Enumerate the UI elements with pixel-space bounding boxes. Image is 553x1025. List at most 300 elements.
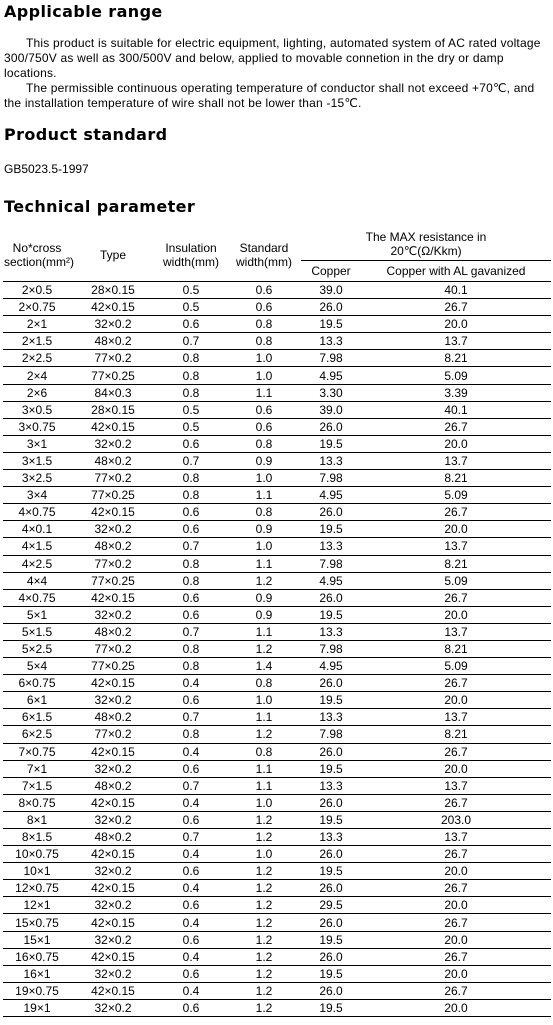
cell-type: 32×0.2 [71, 965, 155, 982]
cell-type: 32×0.2 [71, 999, 155, 1016]
cell-insulation: 0.4 [155, 675, 227, 692]
table-row [3, 504, 551, 521]
cell-copper: 13.3 [301, 777, 361, 794]
cell-copper: 19.5 [301, 931, 361, 948]
cell-type: 42×0.15 [71, 846, 155, 863]
cell-insulation: 0.7 [155, 829, 227, 846]
cell-copper-al: 26.7 [361, 418, 551, 435]
cell-type: 42×0.15 [71, 299, 155, 316]
cell-standard: 1.2 [227, 931, 301, 948]
cell-copper-al: 20.0 [361, 435, 551, 452]
cell-insulation: 0.4 [155, 948, 227, 965]
cell-standard: 0.6 [227, 282, 301, 299]
cell-cross-section: 2×4 [3, 367, 71, 384]
table-row [3, 521, 551, 538]
cell-insulation: 0.6 [155, 931, 227, 948]
cell-copper-al: 20.0 [361, 692, 551, 709]
cell-cross-section: 4×0.1 [3, 521, 71, 538]
cell-cross-section: 8×1.5 [3, 829, 71, 846]
table-row [3, 299, 551, 316]
cell-insulation: 0.6 [155, 606, 227, 623]
cell-cross-section: 16×1 [3, 965, 71, 982]
cell-type: 42×0.15 [71, 914, 155, 931]
cell-copper: 13.3 [301, 829, 361, 846]
cell-standard: 1.1 [227, 760, 301, 777]
cell-type: 42×0.15 [71, 589, 155, 606]
cell-copper-al: 20.0 [361, 965, 551, 982]
cell-cross-section: 4×2.5 [3, 555, 71, 572]
table-row [3, 675, 551, 692]
table-row [3, 452, 551, 469]
table-row [3, 863, 551, 880]
header-insulation-width: Insulation width(mm) [155, 228, 227, 282]
cell-copper: 4.95 [301, 487, 361, 504]
cell-standard: 1.2 [227, 811, 301, 828]
table-row [3, 572, 551, 589]
cell-cross-section: 15×0.75 [3, 914, 71, 931]
cell-standard: 1.0 [227, 846, 301, 863]
table-row [3, 846, 551, 863]
cell-standard: 0.8 [227, 504, 301, 521]
cell-copper: 26.0 [301, 982, 361, 999]
cell-cross-section: 16×0.75 [3, 948, 71, 965]
cell-type: 84×0.3 [71, 384, 155, 401]
table-row [3, 692, 551, 709]
cell-cross-section: 7×0.75 [3, 743, 71, 760]
cell-type: 32×0.2 [71, 931, 155, 948]
cell-copper: 13.3 [301, 709, 361, 726]
cell-insulation: 0.6 [155, 316, 227, 333]
cell-copper-al: 5.09 [361, 367, 551, 384]
table-row [3, 623, 551, 640]
cell-standard: 1.2 [227, 965, 301, 982]
applicable-range-text [4, 36, 552, 111]
cell-cross-section: 2×2.5 [3, 350, 71, 367]
cell-insulation: 0.7 [155, 623, 227, 640]
cell-cross-section: 2×6 [3, 384, 71, 401]
cell-insulation: 0.4 [155, 794, 227, 811]
cell-copper-al: 40.1 [361, 401, 551, 418]
table-body [3, 282, 551, 1017]
cell-standard: 1.2 [227, 863, 301, 880]
cell-copper-al: 13.7 [361, 333, 551, 350]
header-max-resistance: The MAX resistance in 20℃(Ω/Kkm) [301, 228, 551, 261]
cell-copper: 26.0 [301, 948, 361, 965]
cell-type: 32×0.2 [71, 692, 155, 709]
cell-cross-section: 5×1.5 [3, 623, 71, 640]
cell-copper-al: 26.7 [361, 846, 551, 863]
cell-cross-section: 15×1 [3, 931, 71, 948]
table-row [3, 367, 551, 384]
cell-copper-al: 20.0 [361, 760, 551, 777]
cell-copper: 4.95 [301, 658, 361, 675]
cell-insulation: 0.6 [155, 811, 227, 828]
cell-insulation: 0.6 [155, 965, 227, 982]
cell-copper-al: 8.21 [361, 470, 551, 487]
cell-copper-al: 8.21 [361, 555, 551, 572]
cell-type: 42×0.15 [71, 982, 155, 999]
cell-type: 77×0.25 [71, 658, 155, 675]
cell-insulation: 0.6 [155, 589, 227, 606]
cell-copper-al: 26.7 [361, 794, 551, 811]
cell-copper-al: 13.7 [361, 777, 551, 794]
table-row [3, 743, 551, 760]
table-row [3, 470, 551, 487]
cell-copper-al: 8.21 [361, 726, 551, 743]
cell-cross-section: 12×1 [3, 897, 71, 914]
cell-copper-al: 5.09 [361, 487, 551, 504]
cell-cross-section: 4×0.75 [3, 589, 71, 606]
cell-copper-al: 26.7 [361, 914, 551, 931]
cell-insulation: 0.6 [155, 760, 227, 777]
cell-standard: 1.2 [227, 982, 301, 999]
cell-standard: 0.8 [227, 316, 301, 333]
table-row [3, 999, 551, 1016]
cell-type: 32×0.2 [71, 316, 155, 333]
cell-copper: 26.0 [301, 299, 361, 316]
cell-copper-al: 20.0 [361, 316, 551, 333]
table-row [3, 555, 551, 572]
header-standard-width: Standard width(mm) [227, 228, 301, 282]
table-row [3, 487, 551, 504]
cell-type: 48×0.2 [71, 709, 155, 726]
cell-copper-al: 40.1 [361, 282, 551, 299]
cell-copper-al: 20.0 [361, 999, 551, 1016]
table-row [3, 658, 551, 675]
table-row [3, 914, 551, 931]
cell-cross-section: 7×1 [3, 760, 71, 777]
cell-copper: 19.5 [301, 435, 361, 452]
cell-insulation: 0.8 [155, 384, 227, 401]
cell-type: 77×0.2 [71, 470, 155, 487]
cell-type: 77×0.25 [71, 487, 155, 504]
cell-copper: 7.98 [301, 555, 361, 572]
cell-standard: 1.2 [227, 999, 301, 1016]
cell-cross-section: 5×4 [3, 658, 71, 675]
cell-copper: 3.30 [301, 384, 361, 401]
cell-standard: 1.2 [227, 572, 301, 589]
cell-copper: 19.5 [301, 606, 361, 623]
cell-copper-al: 8.21 [361, 350, 551, 367]
cell-type: 48×0.2 [71, 452, 155, 469]
cell-insulation: 0.8 [155, 726, 227, 743]
table-row [3, 777, 551, 794]
table-row [3, 880, 551, 897]
cell-cross-section: 3×1.5 [3, 452, 71, 469]
cell-cross-section: 6×1.5 [3, 709, 71, 726]
cell-type: 32×0.2 [71, 897, 155, 914]
cell-copper-al: 5.09 [361, 658, 551, 675]
cell-insulation: 0.4 [155, 846, 227, 863]
cell-cross-section: 3×1 [3, 435, 71, 452]
table-row [3, 794, 551, 811]
cell-type: 48×0.2 [71, 777, 155, 794]
cell-copper-al: 26.7 [361, 299, 551, 316]
cell-standard: 0.9 [227, 521, 301, 538]
cell-standard: 1.1 [227, 487, 301, 504]
cell-type: 32×0.2 [71, 521, 155, 538]
cell-copper: 26.0 [301, 589, 361, 606]
cell-cross-section: 3×2.5 [3, 470, 71, 487]
cell-insulation: 0.8 [155, 572, 227, 589]
cell-type: 42×0.15 [71, 880, 155, 897]
table-row [3, 965, 551, 982]
cell-cross-section: 2×1.5 [3, 333, 71, 350]
cell-copper: 26.0 [301, 743, 361, 760]
technical-parameter-heading: Technical parameter [4, 197, 196, 216]
cell-standard: 0.6 [227, 401, 301, 418]
cell-cross-section: 6×1 [3, 692, 71, 709]
table-row [3, 589, 551, 606]
cell-copper: 13.3 [301, 333, 361, 350]
cell-type: 32×0.2 [71, 435, 155, 452]
cell-copper: 4.95 [301, 572, 361, 589]
cell-insulation: 0.8 [155, 350, 227, 367]
table-row [3, 282, 551, 299]
table-row [3, 350, 551, 367]
table-row [3, 760, 551, 777]
cell-standard: 0.8 [227, 435, 301, 452]
cell-cross-section: 6×0.75 [3, 675, 71, 692]
cell-copper: 39.0 [301, 282, 361, 299]
cell-insulation: 0.6 [155, 521, 227, 538]
cell-copper-al: 20.0 [361, 606, 551, 623]
cell-insulation: 0.7 [155, 777, 227, 794]
cell-cross-section: 2×0.5 [3, 282, 71, 299]
cell-copper-al: 13.7 [361, 452, 551, 469]
cell-cross-section: 7×1.5 [3, 777, 71, 794]
table-row [3, 726, 551, 743]
product-standard-heading: Product standard [4, 125, 168, 144]
cell-copper: 13.3 [301, 538, 361, 555]
cell-insulation: 0.8 [155, 487, 227, 504]
cell-type: 77×0.2 [71, 726, 155, 743]
table-row [3, 897, 551, 914]
cell-type: 77×0.2 [71, 555, 155, 572]
cell-standard: 1.1 [227, 777, 301, 794]
cell-insulation: 0.4 [155, 982, 227, 999]
cell-type: 32×0.2 [71, 606, 155, 623]
cell-copper-al: 13.7 [361, 709, 551, 726]
cell-standard: 1.2 [227, 726, 301, 743]
cell-cross-section: 8×0.75 [3, 794, 71, 811]
cell-standard: 0.9 [227, 606, 301, 623]
cell-copper: 29.5 [301, 897, 361, 914]
cell-copper-al: 26.7 [361, 948, 551, 965]
cell-copper-al: 26.7 [361, 504, 551, 521]
cell-standard: 0.9 [227, 452, 301, 469]
cell-insulation: 0.8 [155, 640, 227, 657]
table-row [3, 435, 551, 452]
cell-copper-al: 8.21 [361, 640, 551, 657]
cell-type: 48×0.2 [71, 333, 155, 350]
cell-standard: 1.2 [227, 948, 301, 965]
cell-insulation: 0.6 [155, 692, 227, 709]
table-row [3, 316, 551, 333]
cell-copper-al: 26.7 [361, 589, 551, 606]
table-row [3, 606, 551, 623]
table-row [3, 829, 551, 846]
cell-copper-al: 20.0 [361, 863, 551, 880]
table-row [3, 709, 551, 726]
cell-copper: 19.5 [301, 811, 361, 828]
cell-insulation: 0.5 [155, 282, 227, 299]
cell-insulation: 0.8 [155, 555, 227, 572]
cell-type: 48×0.2 [71, 623, 155, 640]
cell-standard: 1.1 [227, 555, 301, 572]
cell-cross-section: 2×1 [3, 316, 71, 333]
cell-standard: 1.0 [227, 470, 301, 487]
cell-copper: 4.95 [301, 367, 361, 384]
cell-cross-section: 12×0.75 [3, 880, 71, 897]
cell-insulation: 0.4 [155, 880, 227, 897]
cell-cross-section: 10×0.75 [3, 846, 71, 863]
cell-insulation: 0.8 [155, 658, 227, 675]
cell-type: 32×0.2 [71, 811, 155, 828]
cell-type: 48×0.2 [71, 829, 155, 846]
cell-copper: 26.0 [301, 418, 361, 435]
table-row [3, 948, 551, 965]
cell-type: 32×0.2 [71, 760, 155, 777]
cell-standard: 1.2 [227, 640, 301, 657]
cell-copper: 39.0 [301, 401, 361, 418]
applicable-para-2: The permissible continuous operating temperature of conductor shall not exceed +70℃, and the installation temperature of wire shall not be lower than -15℃. [4, 81, 535, 110]
cell-cross-section: 6×2.5 [3, 726, 71, 743]
cell-copper: 19.5 [301, 692, 361, 709]
cell-copper-al: 13.7 [361, 623, 551, 640]
table-row [3, 418, 551, 435]
cell-type: 42×0.15 [71, 743, 155, 760]
cell-type: 42×0.15 [71, 418, 155, 435]
table-row [3, 538, 551, 555]
cell-insulation: 0.6 [155, 897, 227, 914]
cell-insulation: 0.6 [155, 504, 227, 521]
cell-standard: 0.9 [227, 589, 301, 606]
cell-copper-al: 26.7 [361, 675, 551, 692]
cell-cross-section: 4×0.75 [3, 504, 71, 521]
cell-standard: 1.2 [227, 829, 301, 846]
header-type: Type [71, 228, 155, 282]
technical-parameter-table [3, 228, 551, 1017]
cell-type: 77×0.2 [71, 640, 155, 657]
cell-type: 77×0.25 [71, 572, 155, 589]
cell-standard: 1.1 [227, 709, 301, 726]
cell-type: 28×0.15 [71, 401, 155, 418]
cell-cross-section: 19×0.75 [3, 982, 71, 999]
cell-copper: 19.5 [301, 965, 361, 982]
cell-copper-al: 5.09 [361, 572, 551, 589]
cell-copper: 19.5 [301, 999, 361, 1016]
cell-copper: 26.0 [301, 794, 361, 811]
cell-insulation: 0.5 [155, 401, 227, 418]
cell-standard: 0.8 [227, 743, 301, 760]
cell-copper-al: 203.0 [361, 811, 551, 828]
cell-copper: 7.98 [301, 726, 361, 743]
cell-type: 77×0.25 [71, 367, 155, 384]
cell-copper: 19.5 [301, 863, 361, 880]
cell-copper-al: 26.7 [361, 880, 551, 897]
cell-standard: 1.4 [227, 658, 301, 675]
cell-cross-section: 3×0.5 [3, 401, 71, 418]
cell-copper: 26.0 [301, 675, 361, 692]
table-row [3, 401, 551, 418]
cell-type: 28×0.15 [71, 282, 155, 299]
table-row [3, 333, 551, 350]
cell-standard: 1.2 [227, 880, 301, 897]
table-row [3, 982, 551, 999]
cell-cross-section: 8×1 [3, 811, 71, 828]
cell-type: 32×0.2 [71, 863, 155, 880]
cell-insulation: 0.8 [155, 367, 227, 384]
cell-standard: 0.8 [227, 333, 301, 350]
applicable-range-heading: Applicable range [4, 2, 163, 21]
cell-cross-section: 10×1 [3, 863, 71, 880]
cell-cross-section: 3×4 [3, 487, 71, 504]
cell-copper-al: 20.0 [361, 897, 551, 914]
cell-copper-al: 26.7 [361, 982, 551, 999]
cell-insulation: 0.7 [155, 709, 227, 726]
cell-copper: 19.5 [301, 521, 361, 538]
cell-copper-al: 20.0 [361, 931, 551, 948]
cell-copper-al: 3.39 [361, 384, 551, 401]
cell-copper: 13.3 [301, 452, 361, 469]
cell-standard: 1.1 [227, 623, 301, 640]
cell-type: 42×0.15 [71, 504, 155, 521]
cell-copper: 7.98 [301, 640, 361, 657]
cell-insulation: 0.4 [155, 914, 227, 931]
cell-copper-al: 13.7 [361, 829, 551, 846]
cell-copper: 26.0 [301, 914, 361, 931]
cell-standard: 1.2 [227, 897, 301, 914]
cell-insulation: 0.6 [155, 999, 227, 1016]
header-copper-al: Copper with AL gavanized [361, 261, 551, 282]
cell-type: 42×0.15 [71, 794, 155, 811]
cell-insulation: 0.7 [155, 333, 227, 350]
cell-standard: 1.0 [227, 538, 301, 555]
cell-standard: 1.2 [227, 914, 301, 931]
cell-insulation: 0.8 [155, 470, 227, 487]
cell-type: 42×0.15 [71, 675, 155, 692]
cell-type: 48×0.2 [71, 538, 155, 555]
cell-copper: 7.98 [301, 350, 361, 367]
cell-cross-section: 4×1.5 [3, 538, 71, 555]
cell-cross-section: 3×0.75 [3, 418, 71, 435]
cell-standard: 1.0 [227, 692, 301, 709]
product-standard-value: GB5023.5-1997 [4, 162, 89, 176]
cell-copper-al: 26.7 [361, 743, 551, 760]
cell-copper: 26.0 [301, 846, 361, 863]
cell-insulation: 0.6 [155, 435, 227, 452]
applicable-para-1: This product is suitable for electric equipment, lighting, automated system of AC rated voltage 300/750V as well as 300/500V and below, applied to movable connetion in the dry or damp locations. [4, 36, 541, 80]
cell-standard: 1.1 [227, 384, 301, 401]
cell-cross-section: 19×1 [3, 999, 71, 1016]
cell-insulation: 0.6 [155, 863, 227, 880]
table-row [3, 384, 551, 401]
cell-insulation: 0.5 [155, 299, 227, 316]
cell-standard: 1.0 [227, 350, 301, 367]
cell-cross-section: 2×0.75 [3, 299, 71, 316]
cell-insulation: 0.7 [155, 538, 227, 555]
table-row [3, 811, 551, 828]
cell-insulation: 0.4 [155, 743, 227, 760]
cell-insulation: 0.7 [155, 452, 227, 469]
cell-copper: 19.5 [301, 760, 361, 777]
table-row [3, 931, 551, 948]
cell-standard: 0.6 [227, 418, 301, 435]
cell-standard: 1.0 [227, 367, 301, 384]
cell-standard: 0.6 [227, 299, 301, 316]
cell-copper-al: 20.0 [361, 521, 551, 538]
